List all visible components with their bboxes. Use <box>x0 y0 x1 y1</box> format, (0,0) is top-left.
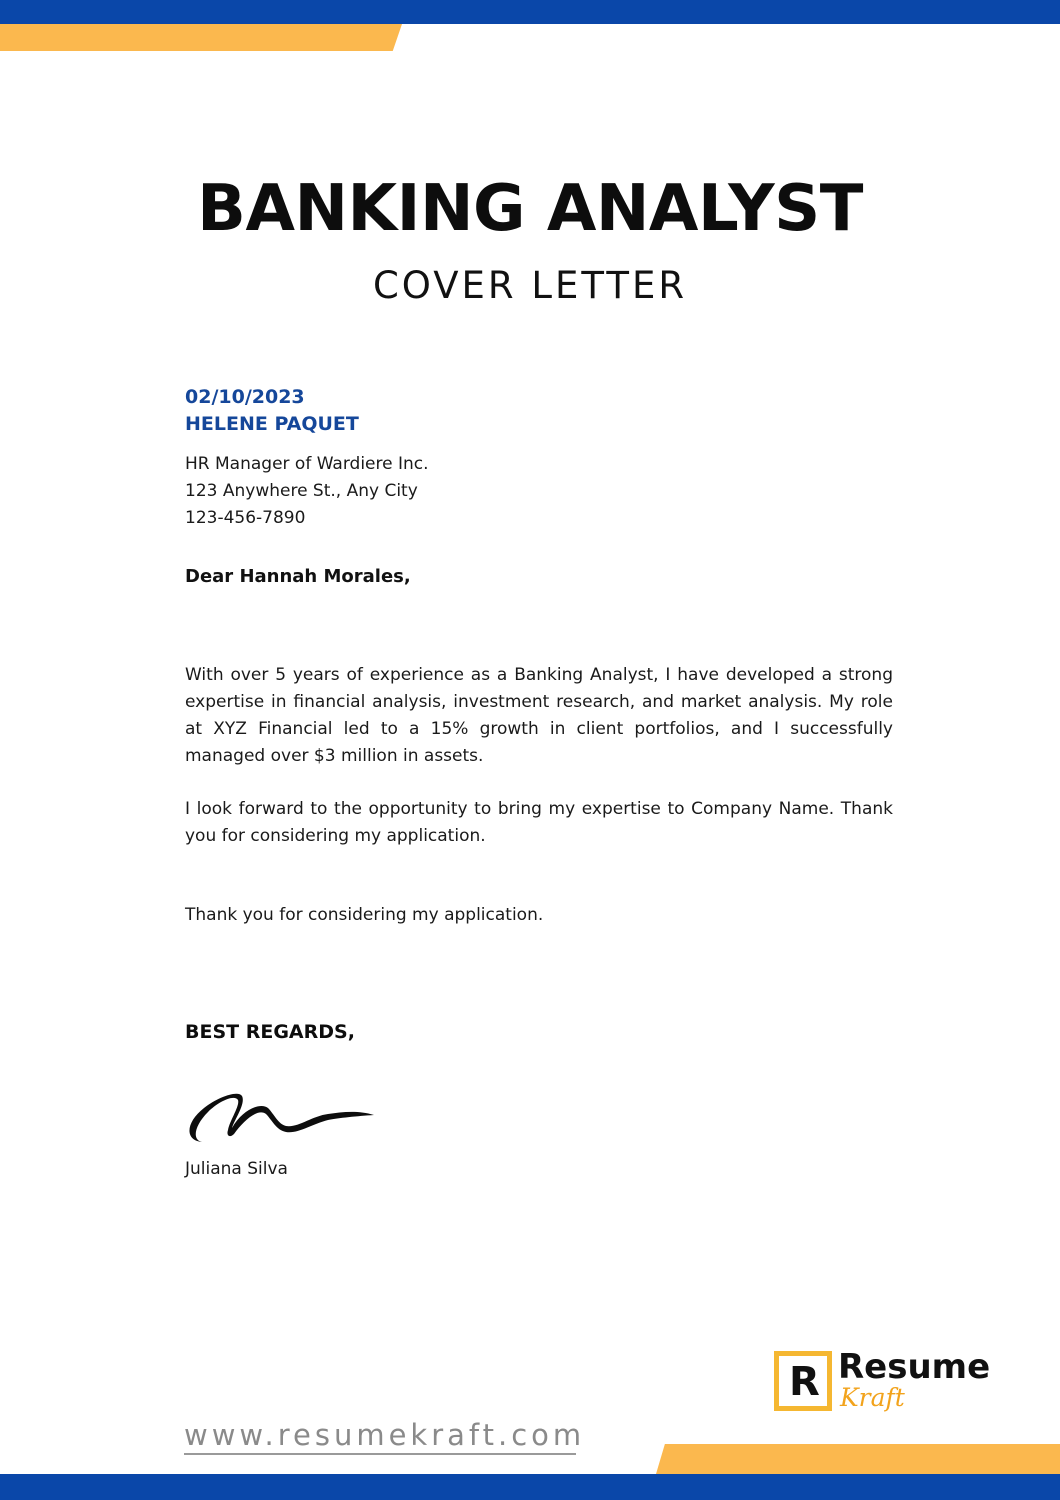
website-link[interactable]: www.resumekraft.com <box>184 1418 586 1452</box>
signer-name: Juliana Silva <box>185 1159 288 1179</box>
recipient-title: HR Manager of Wardiere Inc. <box>185 454 429 474</box>
bottom-orange-band <box>656 1444 1060 1474</box>
recipient-name: HELENE PAQUET <box>185 413 359 435</box>
body-paragraph-1: With over 5 years of experience as a Banking Analyst, I have developed a strong expertise in financial analysis, investment research, and market analysis. My role at XYZ Financial led to a 15% growth in client portfolios, and I successfully managed over $3 million in assets. <box>185 665 893 766</box>
body-paragraph-2: I look forward to the opportunity to bring my expertise to Company Name. Thank you for considering my application. <box>185 799 893 846</box>
logo-name: Resume <box>838 1347 991 1387</box>
website-underline <box>184 1453 576 1455</box>
logo-mark-icon <box>774 1351 832 1411</box>
body-paragraph-3: Thank you for considering my application. <box>185 905 544 925</box>
page-title: BANKING ANALYST <box>197 172 863 246</box>
salutation: Dear Hannah Morales, <box>185 566 411 587</box>
bottom-blue-band <box>0 1474 1060 1500</box>
logo-sub: Kraft <box>840 1383 905 1412</box>
closing: BEST REGARDS, <box>185 1021 355 1043</box>
signature-icon <box>182 1080 378 1150</box>
letter-date: 02/10/2023 <box>185 386 305 408</box>
resumekraft-logo <box>774 1349 1004 1415</box>
recipient-address-block <box>185 451 429 532</box>
recipient-phone: 123-456-7890 <box>185 508 306 528</box>
logo-letter: R <box>789 1359 820 1405</box>
top-blue-band <box>0 0 1060 24</box>
top-orange-band <box>0 24 402 51</box>
page-subtitle: COVER LETTER <box>372 264 688 307</box>
recipient-address: 123 Anywhere St., Any City <box>185 481 418 501</box>
